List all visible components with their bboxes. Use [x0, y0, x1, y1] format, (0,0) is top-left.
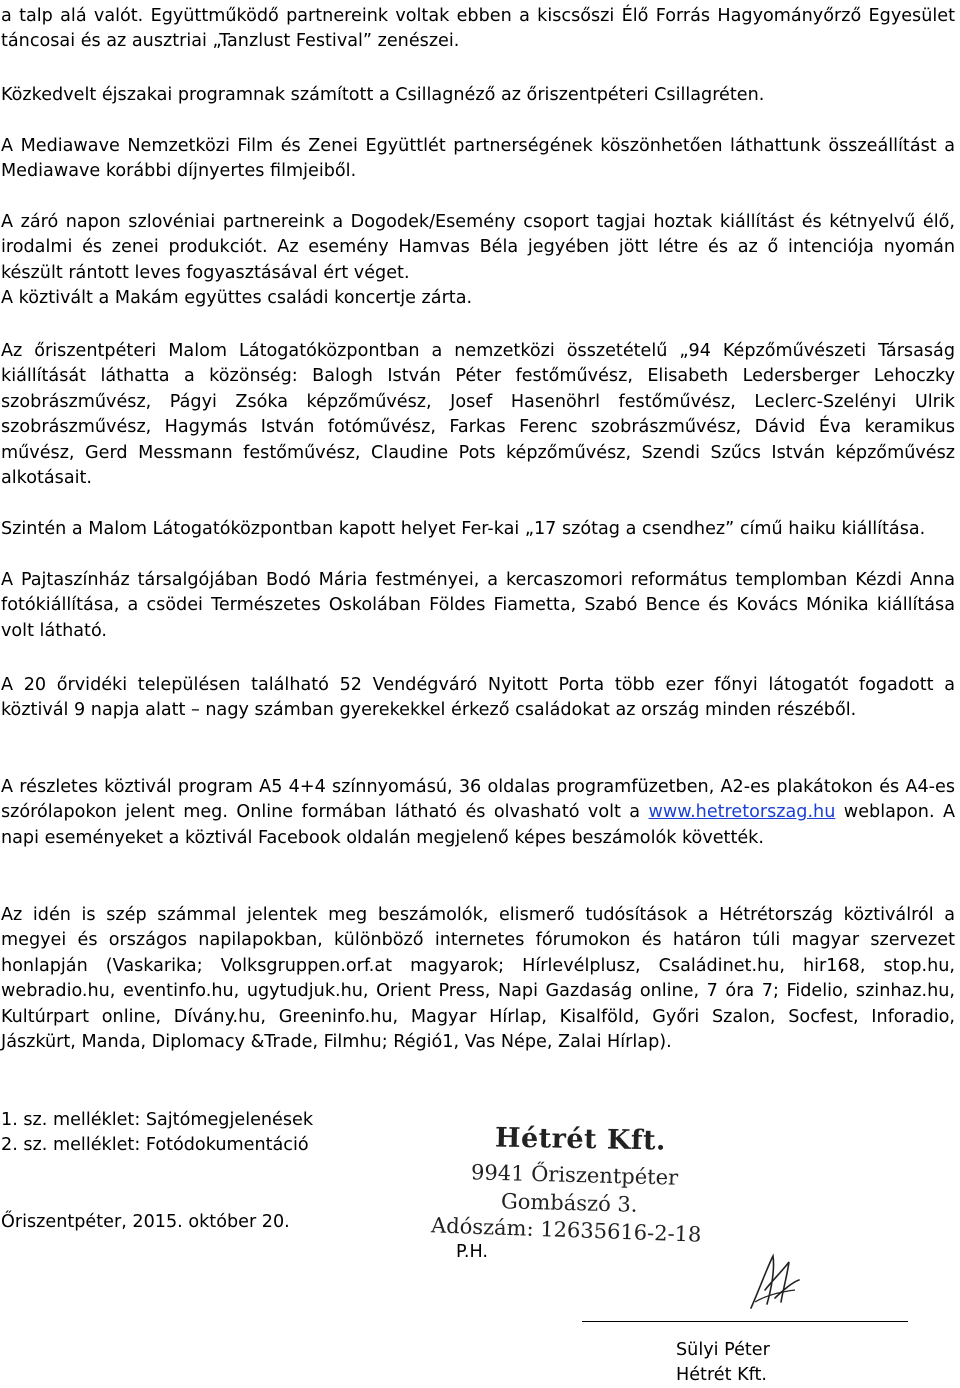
paragraph-vendegvaro: A 20 őrvidéki településen található 52 Vendégváró Nyitott Porta több ezer főnyi látogatót fogadott a köztivál 9 napja alatt – nagy számban gyerekekkel érkező családokat az ország minden részéből. [1, 675, 955, 721]
paragraph-press-coverage: Az idén is szép számmal jelentek meg beszámolók, elismerő tudósítások a Hétrétország köztiválról a megyei és országos napilapokban, különböző internetes fórumokon és határon túli magyar szervezet honlapján (Vaskarika; Volksgruppen.orf.at magyarok; Hírlevélplusz, Családinet.hu, hir168, stop.hu, webradio.hu, eventinfo.hu, ugytudjuk.hu, Orient Press, Napi Gazdaság online, 7 óra 7; Fidelio, szinhaz.hu, Kultúrpart online, Dívány.hu, Greeninfo.hu, Magyar Hírlap, Kisalföld, Győri Szalon, Socfest, Inforadio, Jászkürt, Manda, Diplomacy &Trade, Filmhu; Régió1, Vas Népe, Zalai Hírlap). [1, 905, 955, 1053]
signer-organization: Hétrét Kft. [676, 1365, 768, 1385]
paragraph-program-booklet [1, 775, 955, 851]
attachment-2: 2. sz. melléklet: Fotódokumentáció [1, 1135, 309, 1155]
paragraph-closing-day [1, 210, 955, 312]
signer-name: Sülyi Péter [676, 1340, 770, 1360]
stamp-address-line1: 9941 Őriszentpéter [470, 1160, 679, 1190]
paragraph-mediawave: A Mediawave Nemzetközi Film és Zenei Együttlét partnerségének köszönhetően láthattunk összeállítást a Mediawave korábbi díjnyertes filmjeiből. [1, 136, 955, 182]
signature-mark [745, 1250, 805, 1312]
stamp-company-name: Hétrét Kft. [494, 1122, 667, 1157]
paragraph-pajtaszinhaz: A Pajtaszínház társalgójában Bodó Mária festményei, a kercaszomori református templomban Kézdi Anna fotókiállítása, a csödei Természetes Oskolában Földes Fiametta, Szabó Bence és Kovács Mónika kiállítása volt látható. [1, 570, 955, 641]
ph-label: P.H. [456, 1242, 488, 1262]
paragraph-csillagnezo: Közkedvelt éjszakai programnak számított a Csillagnéző az őriszentpéteri Csillagréten. [1, 85, 765, 105]
signature-line [582, 1321, 908, 1322]
attachment-1: 1. sz. melléklet: Sajtómegjelenések [1, 1110, 314, 1130]
program-text-before: A részletes köztivál program A5 4+4 színnyomású, 36 oldalas programfüzetben, A2-es plakátokon és A4-es szórólapokon jelent meg. Online formában látható és olvasható volt a [1, 777, 955, 823]
closing-concert-text: A köztivált a Makám együttes családi koncertje zárta. [1, 288, 473, 309]
program-text-after: weblapon. A napi eseményeket a köztivál Facebook oldalán megjelenő képes beszámolók követték. [1, 802, 955, 848]
place-date: Őriszentpéter, 2015. október 20. [1, 1212, 290, 1232]
paragraph-malom-exhibition: Az őriszentpéteri Malom Látogatóközpontban a nemzetközi összetételű „94 Képzőművészeti Társaság kiállítását láthatta a közönség: Balogh István Péter festőművész, Elisabeth Ledersberger Lehoczky szobrászművész, Págyi Zsóka képzőművész, Josef Hasenöhrl festőművész, Leclerc-Szelényi Ulrik szobrászművész, Hagymás István fotóművész, Farkas Ferenc szobrászművész, Dávid Éva keramikus művész, Gerd Messmann festőművész, Claudine Pots képzőművész, Szendi Szűcs István képzőművész alkotásait. [1, 341, 955, 489]
stamp-address-line2: Gombászó 3. [500, 1189, 638, 1217]
website-link[interactable]: www.hetretorszag.hu [648, 802, 836, 823]
paragraph-haiku: Szintén a Malom Látogatóközpontban kapott helyet Fer-kai „17 szótag a csendhez” című haiku kiállítása. [1, 519, 926, 539]
paragraph-tanzlust: a talp alá valót. Együttműködő partnereink voltak ebben a kiscsőszi Élő Forrás Hagyományőrző Egyesület táncosai és az ausztriai „Tanzlust Festival” zenészei. [1, 6, 955, 52]
stamp-tax-id: Adószám: 12635616-2-18 [430, 1213, 702, 1247]
closing-day-text: A záró napon szlovéniai partnereink a Dogodek/Esemény csoport tagjai hoztak kiállítást és kétnyelvű élő, irodalmi és zenei produkciót. Az esemény Hamvas Béla jegyében jött létre és az ő intenciója nyomán készült rántott leves fogyasztásával ért véget. [1, 212, 955, 283]
